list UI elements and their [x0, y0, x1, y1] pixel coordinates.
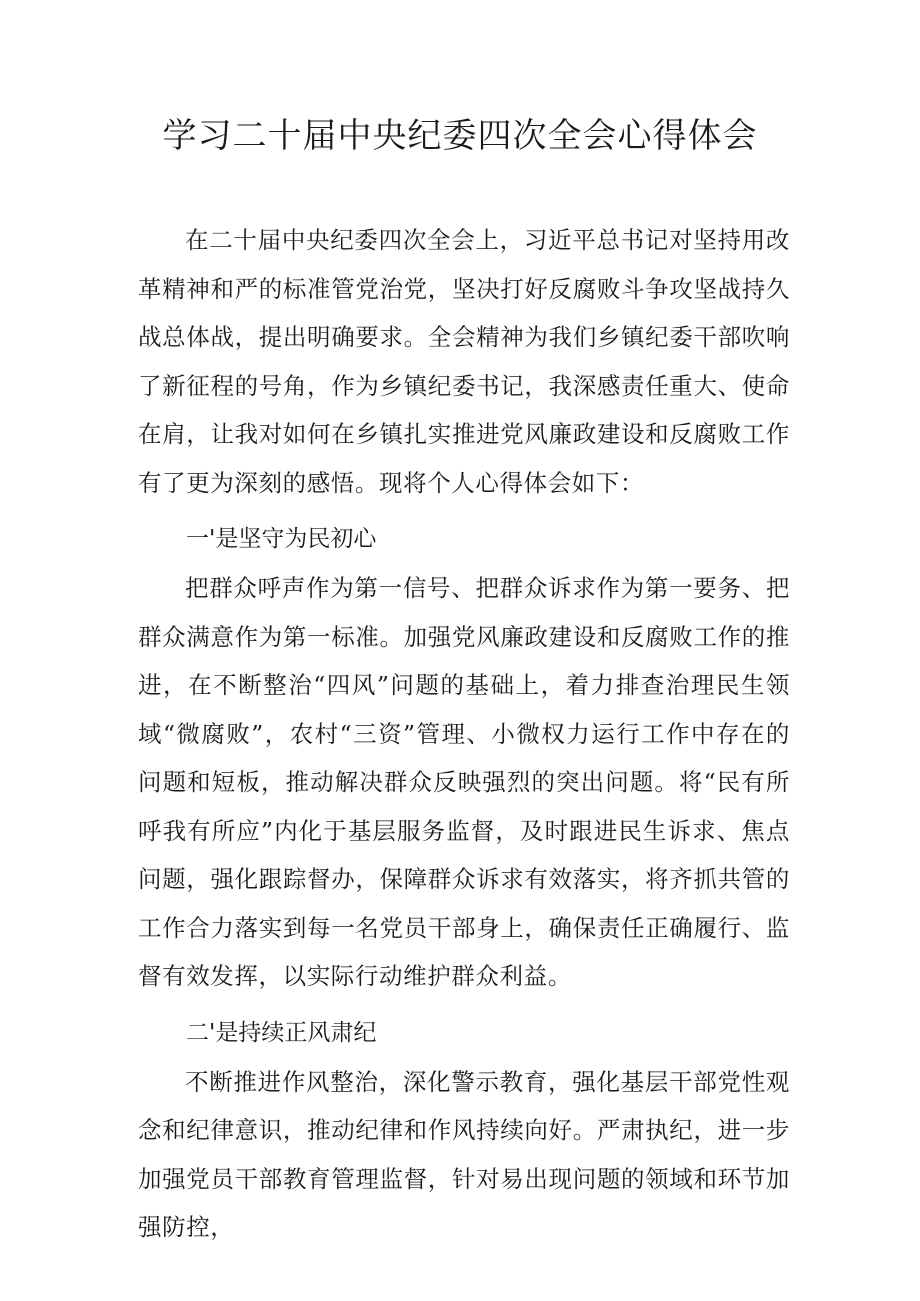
intro-paragraph: 在二十届中央纪委四次全会上，习近平总书记对坚持用改革精神和严的标准管党治党，坚决打好反腐败斗争攻坚战持久战总体战，提出明确要求。全会精神为我们乡镇纪委干部吹响了新征程的号角，作为乡镇纪委书记，我深感责任重大、使命在肩，让我对如何在乡镇扎实推进党风廉政建设和反腐败工作有了更为深刻的感悟。现将个人心得体会如下： [138, 226, 790, 497]
section-1-paragraph: 把群众呼声作为第一信号、把群众诉求作为第一要务、把群众满意作为第一标准。加强党风廉政建设和反腐败工作的推进，在不断整治“四风”问题的基础上，着力排查治理民生领域“微腐败”，农村“三资”管理、小微权力运行工作中存在的问题和短板，推动解决群众反映强烈的突出问题。将“民有所呼我有所应”内化于基层服务监督，及时跟进民生诉求、焦点问题，强化跟踪督办，保障群众诉求有效落实，将齐抓共管的工作合力落实到每一名党员干部身上，确保责任正确履行、监督有效发挥，以实际行动维护群众利益。 [138, 574, 790, 990]
section-2-heading: 二'是持续正风肃纪 [186, 1019, 377, 1046]
document-title: 学习二十届中央纪委四次全会心得体会 [162, 116, 758, 156]
section-2-paragraph: 不断推进作风整治，深化警示教育，强化基层干部党性观念和纪律意识，推动纪律和作风持续向好。严肃执纪，进一步加强党员干部教育管理监督，针对易出现问题的领域和环节加强防控， [138, 1067, 790, 1241]
section-1-heading: 一'是坚守为民初心 [186, 526, 377, 552]
document-body [138, 216, 790, 1252]
